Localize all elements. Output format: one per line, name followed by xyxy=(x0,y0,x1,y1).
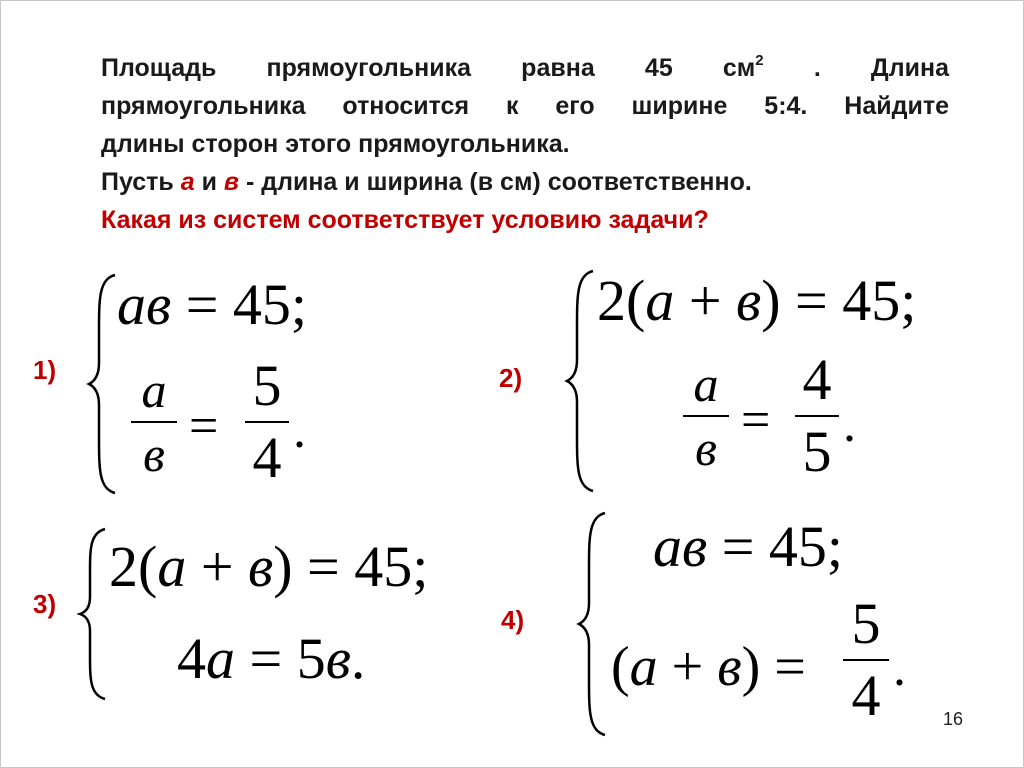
fraction-bar xyxy=(245,421,289,423)
system-1-number[interactable]: 1) xyxy=(33,355,57,385)
system-2-eq1-close: ) = 45; xyxy=(761,268,917,333)
system-4-number[interactable]: 4) xyxy=(501,605,525,635)
problem-line-3: длины сторон этого прямоугольника. xyxy=(101,130,570,158)
system-4-eq2-plus: + xyxy=(657,636,718,698)
fraction-bar xyxy=(795,415,839,417)
fraction-bar xyxy=(843,659,889,661)
system-1-frac-left-denominator: в xyxy=(143,426,165,482)
system-3-eq1-var-a: а xyxy=(157,534,187,599)
system-1-equals: = xyxy=(189,398,219,455)
system-2-frac-right-denominator: 5 xyxy=(802,419,832,484)
problem-line-2: прямоугольника относится к его ширине 5:4. Найдите xyxy=(101,92,949,120)
system-3-equation-1 xyxy=(109,533,428,600)
variable-a: а xyxy=(180,168,195,196)
question-text: Какая из систем соответствует условию задачи? xyxy=(101,206,709,234)
system-4-brace xyxy=(575,509,615,739)
system-2-fraction-left xyxy=(683,356,729,476)
system-3-brace xyxy=(77,525,113,703)
system-1-frac-right-denominator: 4 xyxy=(252,425,282,490)
problem-line-1 xyxy=(101,49,949,87)
system-4-frac-numerator: 5 xyxy=(851,591,881,656)
system-2-equals: = xyxy=(741,392,771,449)
system-3-eq2-var-a: а xyxy=(206,626,235,691)
problem-line-1-text: Площадь прямоугольника равна 45 см xyxy=(101,54,756,82)
fraction-bar xyxy=(683,415,729,417)
system-2-fraction-right xyxy=(795,347,839,484)
system-2-eq1-plus: + xyxy=(674,268,737,333)
system-4-eq2-var-b: в xyxy=(717,636,742,698)
system-3-eq2-period: . xyxy=(350,626,366,691)
variable-b: в xyxy=(223,168,239,196)
system-4-equation-1 xyxy=(653,513,843,580)
system-1-fraction-left xyxy=(131,362,177,482)
page-number: 16 xyxy=(943,709,964,729)
fraction-bar xyxy=(131,421,177,423)
system-2-number[interactable]: 2) xyxy=(499,363,523,393)
system-1-period: . xyxy=(293,402,306,459)
problem-statement xyxy=(101,49,949,239)
system-1-eq1-rhs: = 45; xyxy=(171,272,308,337)
system-1-equation-1 xyxy=(117,271,307,338)
and-text: и xyxy=(194,168,224,196)
system-1-fraction-right xyxy=(245,353,289,490)
definition-text: - длина и ширина (в см) соответственно. xyxy=(239,168,752,196)
system-4-frac-denominator: 4 xyxy=(851,663,881,728)
system-3-eq1-open: 2( xyxy=(109,534,158,599)
system-4-eq2-close: ) = xyxy=(741,636,806,698)
system-4-eq2-open: ( xyxy=(611,636,630,698)
system-4-fraction-right xyxy=(843,591,889,728)
system-2-frac-left-numerator: а xyxy=(693,356,719,412)
problem-line-4 xyxy=(101,163,949,201)
system-2-eq1-var-b: в xyxy=(736,268,762,333)
system-4-equation-2 xyxy=(611,635,806,699)
system-1-frac-left-numerator: а xyxy=(141,362,167,418)
system-3-eq2-mid: = 5 xyxy=(235,626,326,691)
system-2-eq1-open: 2( xyxy=(597,268,646,333)
system-3-equation-2 xyxy=(177,625,365,692)
system-2-equation-1 xyxy=(597,267,916,334)
system-3-eq1-plus: + xyxy=(186,534,249,599)
system-3-number[interactable]: 3) xyxy=(33,589,57,619)
system-3-eq2-var-b: в xyxy=(325,626,351,691)
system-1-frac-right-numerator: 5 xyxy=(252,353,282,418)
problem-line-1-end: . Длина xyxy=(763,54,950,82)
system-3-eq1-close: ) = 45; xyxy=(273,534,429,599)
system-2-frac-right-numerator: 4 xyxy=(802,347,832,412)
system-4-eq1-rhs: = 45; xyxy=(707,514,844,579)
system-4-eq1-lhs: ав xyxy=(653,514,708,579)
system-2-eq1-var-a: а xyxy=(645,268,675,333)
system-4-eq2-var-a: а xyxy=(629,636,658,698)
square-superscript: 2 xyxy=(755,51,764,69)
let-text: Пусть xyxy=(101,168,181,196)
system-4-period: . xyxy=(893,640,906,697)
system-1-eq1-lhs: ав xyxy=(117,272,172,337)
system-3-eq2-coef-4: 4 xyxy=(177,626,206,691)
system-3-eq1-var-b: в xyxy=(248,534,274,599)
system-2-period: . xyxy=(843,396,856,453)
system-2-frac-left-denominator: в xyxy=(695,420,717,476)
